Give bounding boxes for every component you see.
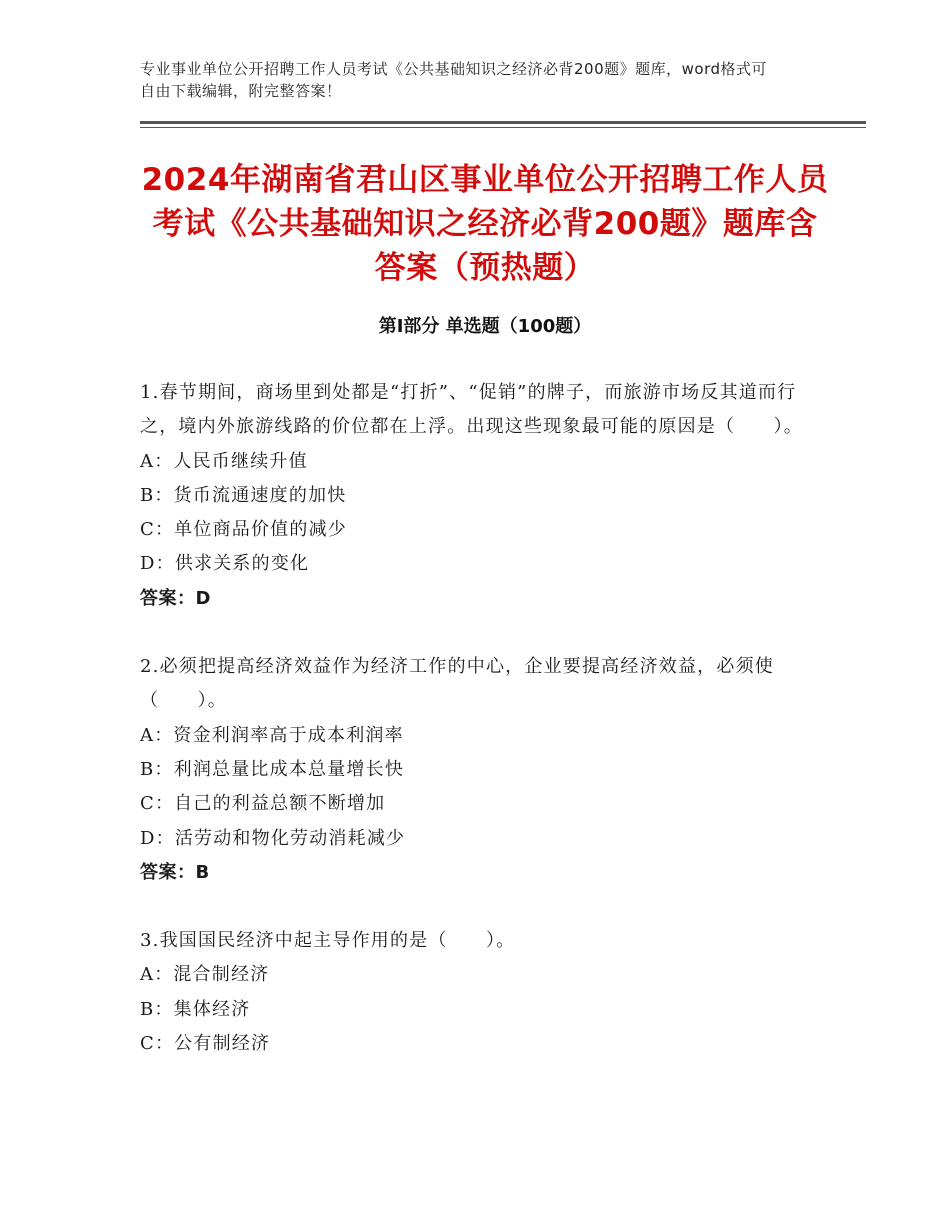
answer: 答案：D — [140, 587, 211, 609]
option-a: A：人民币继续升值 — [140, 450, 308, 472]
option-b: B：集体经济 — [140, 998, 251, 1020]
option-b: B：利润总量比成本总量增长快 — [140, 758, 405, 780]
section-title: 第Ⅰ部分 单选题（100题） — [378, 316, 592, 337]
option-d: D：供求关系的变化 — [140, 553, 310, 575]
option-c: C：自己的利益总额不断增加 — [140, 793, 386, 815]
question-stem: 2.必须把提高经济效益作为经济工作的中心，企业要提高经济效益，必须使（ ）。 — [140, 656, 774, 712]
question-3 — [140, 924, 820, 1061]
option-c: C：单位商品价值的减少 — [140, 519, 347, 541]
question-1 — [140, 376, 820, 616]
option-c: C：公有制经济 — [140, 1033, 271, 1055]
header-note: 专业事业单位公开招聘工作人员考试《公共基础知识之经济必背200题》题库，word格式可自由下载编辑，附完整答案！ — [140, 60, 768, 100]
answer: 答案：B — [140, 861, 210, 883]
header-divider-thick — [140, 121, 866, 124]
question-stem: 1.春节期间，商场里到处都是“打折”、“促销”的牌子，而旅游市场反其道而行之，境内外旅游线路的价位都在上浮。出现这些现象最可能的原因是（ ）。 — [140, 382, 803, 438]
option-d: D：活劳动和物化劳动消耗减少 — [140, 827, 406, 849]
question-2 — [140, 650, 820, 890]
header-divider-thin — [140, 127, 866, 128]
question-list — [140, 376, 820, 1095]
option-a: A：资金利润率高于成本利润率 — [140, 724, 404, 746]
question-stem: 3.我国国民经济中起主导作用的是（ ）。 — [140, 930, 516, 952]
document-title: 2024年湖南省君山区事业单位公开招聘工作人员考试《公共基础知识之经济必背200题》题库含答案（预热题） — [141, 162, 829, 286]
option-b: B：货币流通速度的加快 — [140, 484, 347, 506]
option-a: A：混合制经济 — [140, 964, 270, 986]
